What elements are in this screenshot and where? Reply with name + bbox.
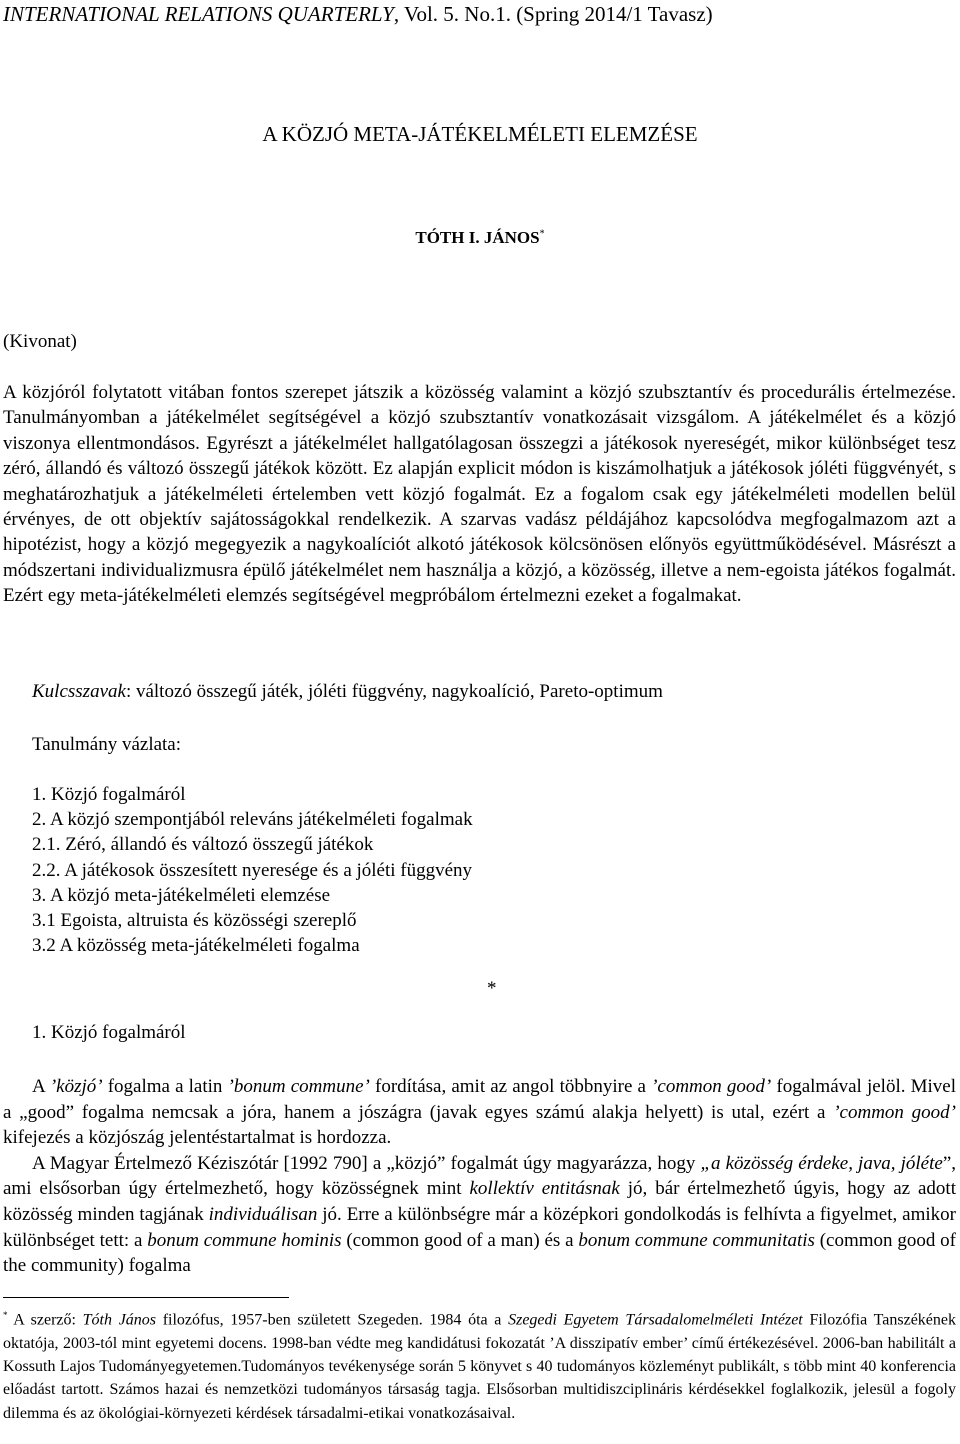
outline-item: 1. Közjó fogalmáról [32,784,186,805]
author-name: TÓTH I. JÁNOS [415,228,540,247]
keywords-text: : változó összegű játék, jóléti függvény, nagykoalíció, Pareto-optimum [125,681,663,702]
footnote: * A szerző: Tóth János filozófus, 1957-ben született Szegeden. 1984 óta a Szegedi Egyetem Társadalomelméleti Intézet Filozófia Tanszékének oktatója, 2003-tól mint egyetemi docens. 1998-ban védte meg kandidátusi fokozatát ’A disszipatív ember’ című értékezésével. 2006-ban habilitált a Kossuth Lajos Tudományegyetemen.Tudományos tevékenysége során 5 könyvet s 40 tudományos közleményt publikált, s több mint 40 konferencia előadást tartott. Számos hazai és nemzetközi tudományos társaság tagja. Elsősorban multidiszciplináris kérdésekkel foglalkozik, jelesül a fogoly dilemma és az ökológiai-környezeti kérdések társadalmi-etikai vonatkozásaival. [3,1310,956,1422]
footnote-rule [3,1297,289,1298]
outline-list [32,782,473,958]
outline-item: 3.1 Egoista, altruista és közösségi szereplő [32,910,357,932]
outline-heading: Tanulmány vázlata: [32,734,182,755]
keywords-label: Kulcsszavak [32,681,126,702]
keywords [32,681,663,703]
footnote-mark: * [3,1310,8,1320]
journal-header [3,2,713,27]
outline-item: 3.2 A közösség meta-játékelméleti fogalma [32,935,360,957]
outline-item: 2. A közjó szempontjából releváns játékelméleti fogalmak [32,809,473,831]
abstract-text: A közjóról folytatott vitában fontos szerepet játszik a közösség valamint a közjó szubsztantív és procedurális értelmezése. Tanulmányomban a játékelmélet segítségével a közjó szubsztantív vonatkozásait vizsgálom. A játékelmélet és a közjó viszonya ellentmondásos. Egyrészt a játékelmélet hallgatólagosan összegzi a játékosok nyereségét, mikor különbséget tesz zéró, állandó és változó összegű játékok között. Ez alapján explicit módon is kiszámolhatjuk a játékosok jóléti függvényét, s meghatározhatjuk a játékelméleti értelemben vett közjó fogalmát. Ez a fogalom csak egy játékelméleti modellen belül érvényes, de ott objektív sajátosságokkal rendelkezik. A szarvas vadász példájához kapcsolódva megfogalmazom azt a hipotézist, hogy a közjó megegyezik a nagykoalíciót alkotó játékosok kölcsönösen előnyös együttműködésével. Másrészt a módszertani individualizmusra épülő játékelmélet nem használja a közjó, a közösség, illetve a nem-egoista játékos fogalmát. Ezért egy meta-játékelméleti elemzés segítségével megpróbálom értelmezni ezeket a fogalmakat. [3,382,956,607]
outline-item: 2.2. A játékosok összesített nyeresége és a jóléti függvény [32,859,473,881]
body-text [3,1074,956,1279]
section-heading: 1. Közjó fogalmáról [32,1022,186,1043]
journal-issue: , Vol. 5. No.1. (Spring 2014/1 Tavasz) [393,2,713,26]
article-title: A KÖZJÓ META-JÁTÉKELMÉLETI ELEMZÉSE [262,122,698,146]
author [0,228,960,248]
journal-name: INTERNATIONAL RELATIONS QUARTERLY [3,2,394,26]
outline-item: 3. A közjó meta-játékelméleti elemzése [32,884,331,906]
outline-item: 2.1. Zéró, állandó és változó összegű játékok [32,834,374,856]
paragraph: A ’közjó’ fogalma a latin ’bonum commune’ fordítása, amit az angol többnyire a ’common good’ fogalmával jelöl. Mivel a „good” fogalma nemcsak a jóra, hanem a jószágra (javak egyes számú alakja helyett) is utal, ezért a ’common good’ kifejezés a közjószág jelentéstartalmat is hordozza. [3,1076,956,1149]
abstract-heading: (Kivonat) [3,331,77,352]
author-footnote-mark[interactable]: * [539,228,545,240]
paragraph: A Magyar Értelmező Kéziszótár [1992 790] a „közjó” fogalmát úgy magyarázza, hogy „a közösség érdeke, java, jóléte”, ami elsősorban úgy értelmezhető, hogy közösségnek mint kollektív entitásnak jó, bár értelmezhető úgyis, hogy az adott közösség minden tagjának individuálisan jó. Erre a különbségre már a középkori gondolkodás is felhívta a figyelmet, amikor különbséget tett: a bonum commune hominis (common good of a man) és a bonum commune communitatis (common good of the community) fogalma [3,1152,957,1277]
section-separator: * [487,978,497,999]
